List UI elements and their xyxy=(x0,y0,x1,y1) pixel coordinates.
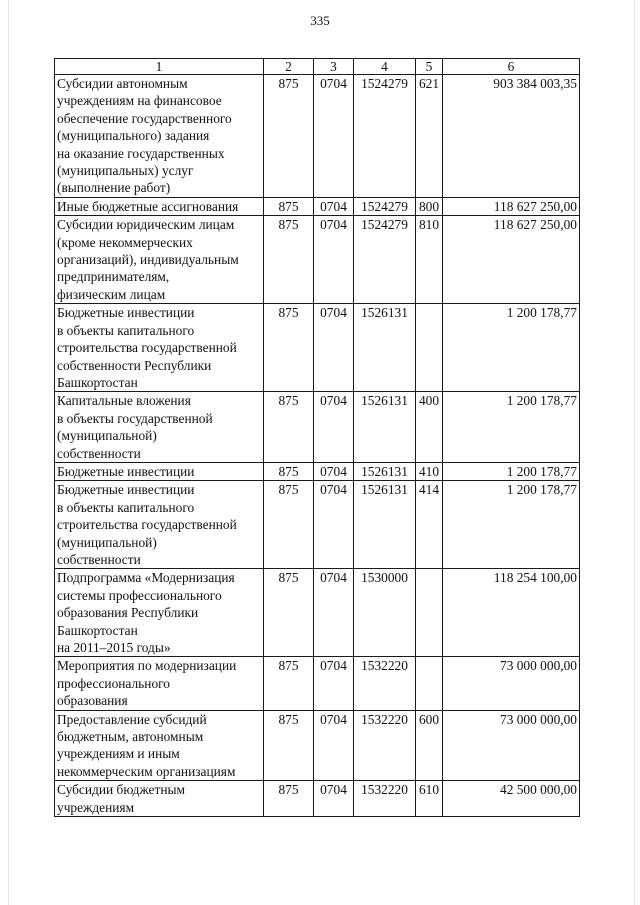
row-name-cell xyxy=(55,197,264,215)
row-name: Бюджетные инвестиции xyxy=(57,463,195,479)
target-code: 1532220 xyxy=(354,781,416,817)
header-col-5: 5 xyxy=(416,59,443,75)
row-name: Подпрограмма «Модернизация системы профессионального образования Республики Башкортостан на 2011–2015 годы» xyxy=(57,570,235,655)
expense-code: 610 xyxy=(416,781,443,817)
ministry-code: 875 xyxy=(264,197,314,215)
section-code: 0704 xyxy=(314,392,354,463)
expense-code: 621 xyxy=(416,75,443,198)
row-name: Капитальные вложения в объекты государственной (муниципальной) собственности xyxy=(57,393,213,461)
section-code: 0704 xyxy=(314,75,354,198)
ministry-code: 875 xyxy=(264,481,314,569)
amount: 73 000 000,00 xyxy=(443,657,580,710)
row-name: Субсидии автономным учреждениям на финансовое обеспечение государственного (муниципального) задания на оказание государственных (муниципальных) услуг (выполнение работ) xyxy=(57,76,232,196)
expense-code: 800 xyxy=(416,197,443,215)
target-code: 1524279 xyxy=(354,197,416,215)
target-code: 1530000 xyxy=(354,569,416,657)
target-code: 1532220 xyxy=(354,657,416,710)
amount: 903 384 003,35 xyxy=(443,75,580,198)
ministry-code: 875 xyxy=(264,569,314,657)
row-name: Субсидии бюджетным учреждениям xyxy=(57,782,185,815)
ministry-code: 875 xyxy=(264,462,314,480)
ministry-code: 875 xyxy=(264,710,314,781)
table-row xyxy=(55,392,580,463)
section-code: 0704 xyxy=(314,304,354,392)
section-code: 0704 xyxy=(314,781,354,817)
table-row xyxy=(55,781,580,817)
amount: 118 627 250,00 xyxy=(443,216,580,304)
section-code: 0704 xyxy=(314,197,354,215)
row-name: Иные бюджетные ассигнования xyxy=(57,198,239,214)
amount: 1 200 178,77 xyxy=(443,392,580,463)
ministry-code: 875 xyxy=(264,657,314,710)
table-row xyxy=(55,710,580,781)
expense-code xyxy=(416,657,443,710)
row-name-cell xyxy=(55,392,264,463)
table-row xyxy=(55,569,580,657)
header-col-1: 1 xyxy=(55,59,264,75)
page-edge-left xyxy=(8,0,9,905)
target-code: 1526131 xyxy=(354,462,416,480)
row-name: Бюджетные инвестиции в объекты капитального строительства государственной (муниципальной) собственности xyxy=(57,482,237,567)
amount: 1 200 178,77 xyxy=(443,462,580,480)
row-name: Мероприятия по модернизации профессионального образования xyxy=(57,658,237,709)
row-name: Предоставление субсидий бюджетным, автономным учреждениям и иным некоммерческим организациям xyxy=(57,711,236,779)
target-code: 1532220 xyxy=(354,710,416,781)
section-code: 0704 xyxy=(314,462,354,480)
header-col-4: 4 xyxy=(354,59,416,75)
row-name-cell xyxy=(55,781,264,817)
table-row xyxy=(55,75,580,198)
header-col-3: 3 xyxy=(314,59,354,75)
row-name: Бюджетные инвестиции в объекты капитального строительства государственной собственности Республики Башкортостан xyxy=(57,305,237,390)
amount: 42 500 000,00 xyxy=(443,781,580,817)
table-row xyxy=(55,304,580,392)
row-name-cell xyxy=(55,657,264,710)
budget-table xyxy=(54,58,580,817)
section-code: 0704 xyxy=(314,710,354,781)
expense-code: 414 xyxy=(416,481,443,569)
section-code: 0704 xyxy=(314,569,354,657)
expense-code: 600 xyxy=(416,710,443,781)
section-code: 0704 xyxy=(314,481,354,569)
ministry-code: 875 xyxy=(264,392,314,463)
target-code: 1524279 xyxy=(354,216,416,304)
amount: 1 200 178,77 xyxy=(443,304,580,392)
header-col-2: 2 xyxy=(264,59,314,75)
table-header-row xyxy=(55,59,580,75)
target-code: 1526131 xyxy=(354,304,416,392)
expense-code: 400 xyxy=(416,392,443,463)
row-name-cell xyxy=(55,304,264,392)
row-name-cell xyxy=(55,481,264,569)
table-row xyxy=(55,216,580,304)
section-code: 0704 xyxy=(314,657,354,710)
page-number: 335 xyxy=(310,13,330,28)
ministry-code: 875 xyxy=(264,781,314,817)
target-code: 1526131 xyxy=(354,392,416,463)
row-name-cell xyxy=(55,75,264,198)
row-name-cell xyxy=(55,569,264,657)
row-name-cell xyxy=(55,216,264,304)
expense-code xyxy=(416,569,443,657)
expense-code: 810 xyxy=(416,216,443,304)
row-name: Субсидии юридическим лицам (кроме некоммерческих организаций), индивидуальным предпринимателям, физическим лицам xyxy=(57,217,239,302)
target-code: 1524279 xyxy=(354,75,416,198)
table-row xyxy=(55,481,580,569)
ministry-code: 875 xyxy=(264,216,314,304)
amount: 118 627 250,00 xyxy=(443,197,580,215)
expense-code: 410 xyxy=(416,462,443,480)
header-col-6: 6 xyxy=(443,59,580,75)
ministry-code: 875 xyxy=(264,75,314,198)
amount: 73 000 000,00 xyxy=(443,710,580,781)
page-edge-right xyxy=(634,0,635,905)
table-row xyxy=(55,657,580,710)
row-name-cell xyxy=(55,710,264,781)
table-row xyxy=(55,462,580,480)
target-code: 1526131 xyxy=(354,481,416,569)
amount: 118 254 100,00 xyxy=(443,569,580,657)
ministry-code: 875 xyxy=(264,304,314,392)
amount: 1 200 178,77 xyxy=(443,481,580,569)
row-name-cell xyxy=(55,462,264,480)
section-code: 0704 xyxy=(314,216,354,304)
expense-code xyxy=(416,304,443,392)
table-row xyxy=(55,197,580,215)
